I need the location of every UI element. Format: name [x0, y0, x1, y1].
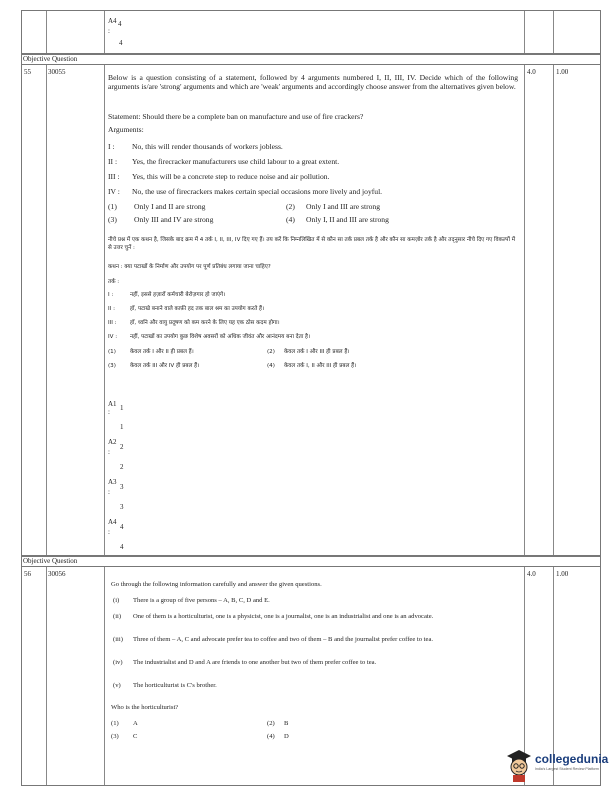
hindi-choice-text: केवल तर्क III और IV ही प्रबल हैं। — [130, 363, 200, 369]
option-label: A1 — [108, 400, 117, 408]
argument-text: No, this will render thousands of workers jobless. — [132, 142, 283, 151]
prev-question-table — [21, 10, 601, 54]
option-label: A3 — [108, 478, 117, 486]
option-value: 4 — [120, 543, 124, 551]
question-55-table — [21, 64, 601, 556]
item-num: (i) — [113, 597, 120, 604]
choice-num: (2) — [286, 202, 295, 211]
hindi-arg-num: IV : — [108, 334, 118, 340]
hindi-arg-num: II : — [108, 306, 115, 312]
question-id: 30055 — [48, 68, 66, 76]
argument-num: II : — [108, 157, 118, 166]
option-value: 2 — [120, 463, 124, 471]
choice-num: (2) — [267, 720, 275, 727]
option-value: 3 — [120, 503, 124, 511]
brand-name: collegedunia — [535, 752, 609, 766]
hindi-choice-num: (4) — [267, 363, 275, 369]
question-id: 30056 — [48, 570, 66, 578]
brand-tagline: India's Largest Student Review Platform — [535, 767, 599, 771]
item-num: (ii) — [113, 613, 122, 620]
question-marks: 4.0 — [527, 570, 536, 578]
option-label: A2 — [108, 438, 117, 446]
question-type-header: Objective Question — [21, 556, 601, 567]
option-colon: : — [108, 27, 110, 35]
choice-text: D — [284, 733, 289, 740]
choice-text: C — [133, 733, 138, 740]
item-text: The industrialist and D and A are friends to one another but two of them prefer coffee to tea. — [133, 659, 377, 666]
hindi-arg-text: हाँ, ध्वनि और वायु प्रदूषण को कम करने के लिए यह एक ठोस कदम होगा। — [130, 320, 280, 326]
hindi-statement: कथन : क्या पटाखों के निर्माण और उपयोग पर पूर्ण प्रतिबंध लगाया जाना चाहिए? — [108, 264, 271, 270]
hindi-choice-text: केवल तर्क I और II ही प्रबल हैं। — [130, 349, 194, 355]
option-inline-value: 4 — [118, 20, 122, 28]
choice-num: (4) — [267, 733, 275, 740]
argument-num: IV : — [108, 187, 120, 196]
option-value: 1 — [120, 423, 124, 431]
collegedunia-logo — [505, 748, 609, 784]
choice-text: Only III and IV are strong — [134, 215, 214, 224]
hindi-args-heading: तर्क : — [108, 279, 120, 285]
hindi-arg-text: हाँ, पटाखे बनाने वाले काफ़ी हद तक बाल श्रम का उपयोग करते हैं। — [130, 306, 265, 312]
item-text: The horticulturist is C's brother. — [133, 682, 217, 689]
argument-num: III : — [108, 172, 120, 181]
item-num: (iii) — [113, 636, 123, 643]
question-text: Who is the horticulturist? — [111, 704, 179, 711]
choice-num: (1) — [111, 720, 119, 727]
hindi-choice-num: (2) — [267, 349, 275, 355]
hindi-choice-text: केवल तर्क I, II और III ही प्रबल हैं। — [284, 363, 357, 369]
hindi-intro: नीचे प्रश्न में एक कथन है, जिसके बाद क्रम में 4 तर्क I, II, III, IV दिए गए हैं। तय करें कि निम्नलिखित में से कौन सा तर्क प्रबल तर्क है और कौन सा कमज़ोर तर्क है और तद्नुसार नीचे दिए गए विकल्पों में से उत्तर चुनें : — [108, 237, 516, 251]
choice-text: B — [284, 720, 289, 727]
option-colon: : — [108, 528, 110, 536]
question-sno: 56 — [24, 570, 31, 578]
argument-text: Yes, this will be a concrete step to reduce noise and air pollution. — [132, 172, 330, 181]
question-statement: Statement: Should there be a complete ban on manufacture and use of fire crackers? — [108, 112, 364, 121]
question-sno: 55 — [24, 68, 31, 76]
choice-text: Only I and II are strong — [134, 202, 206, 211]
item-text: One of them is a horticulturist, one is a physicist, one is a journalist, one is an industrialist and one is an advocate. — [133, 613, 434, 620]
option-inline-value: 2 — [120, 443, 124, 451]
choice-num: (3) — [111, 733, 119, 740]
hindi-choice-text: केवल तर्क I और III ही प्रबल हैं। — [284, 349, 350, 355]
hindi-arg-text: नहीं, पटाखों का उपयोग कुछ विशेष अवसरों को अधिक जीवंत और आनंदमय बना देता है। — [130, 334, 311, 340]
choice-num: (4) — [286, 215, 295, 224]
choice-text: Only I, II and III are strong — [306, 215, 389, 224]
option-colon: : — [108, 488, 110, 496]
question-type-header: Objective Question — [21, 54, 601, 65]
option-label: A4 — [108, 518, 117, 526]
hindi-choice-num: (3) — [108, 363, 116, 369]
option-colon: : — [108, 448, 110, 456]
item-num: (iv) — [113, 659, 123, 666]
arguments-heading: Arguments: — [108, 125, 144, 134]
question-negative-marks: 1.00 — [556, 570, 569, 578]
graduate-mascot-icon — [505, 748, 533, 782]
item-text: There is a group of five persons – A, B, C, D and E. — [133, 597, 270, 604]
option-inline-value: 1 — [120, 404, 124, 412]
question-negative-marks: 1.00 — [556, 68, 569, 76]
item-text: Three of them – A, C and advocate prefer tea to coffee and two of them – B and the journalist prefer coffee to tea. — [133, 636, 434, 643]
hindi-arg-text: नहीं, इससे हज़ारों कर्मचारी बेरोज़गार हो जाएंगे। — [130, 292, 226, 298]
option-inline-value: 3 — [120, 483, 124, 491]
option-inline-value: 4 — [120, 523, 124, 531]
choice-text: A — [133, 720, 138, 727]
choice-num: (3) — [108, 215, 117, 224]
question-intro: Go through the following information carefully and answer the given questions. — [111, 581, 322, 588]
argument-text: No, the use of firecrackers makes certain special occasions more lively and joyful. — [132, 187, 383, 196]
question-marks: 4.0 — [527, 68, 536, 76]
option-colon: : — [108, 408, 110, 416]
hindi-arg-num: III : — [108, 320, 117, 326]
argument-num: I : — [108, 142, 115, 151]
choice-num: (1) — [108, 202, 117, 211]
item-num: (v) — [113, 682, 121, 689]
hindi-choice-num: (1) — [108, 349, 116, 355]
hindi-arg-num: I : — [108, 292, 114, 298]
choice-text: Only I and III are strong — [306, 202, 381, 211]
argument-text: Yes, the firecracker manufacturers use child labour to a great extent. — [132, 157, 340, 166]
option-value: 4 — [119, 39, 123, 47]
option-label: A4 — [108, 17, 117, 25]
question-intro: Below is a question consisting of a statement, followed by 4 arguments numbered I, II, III, IV. Decide which of the following arguments is/are 'strong' arguments and which are 'weak' arguments and accordingly choose answer from the alternatives given below. — [108, 73, 518, 92]
